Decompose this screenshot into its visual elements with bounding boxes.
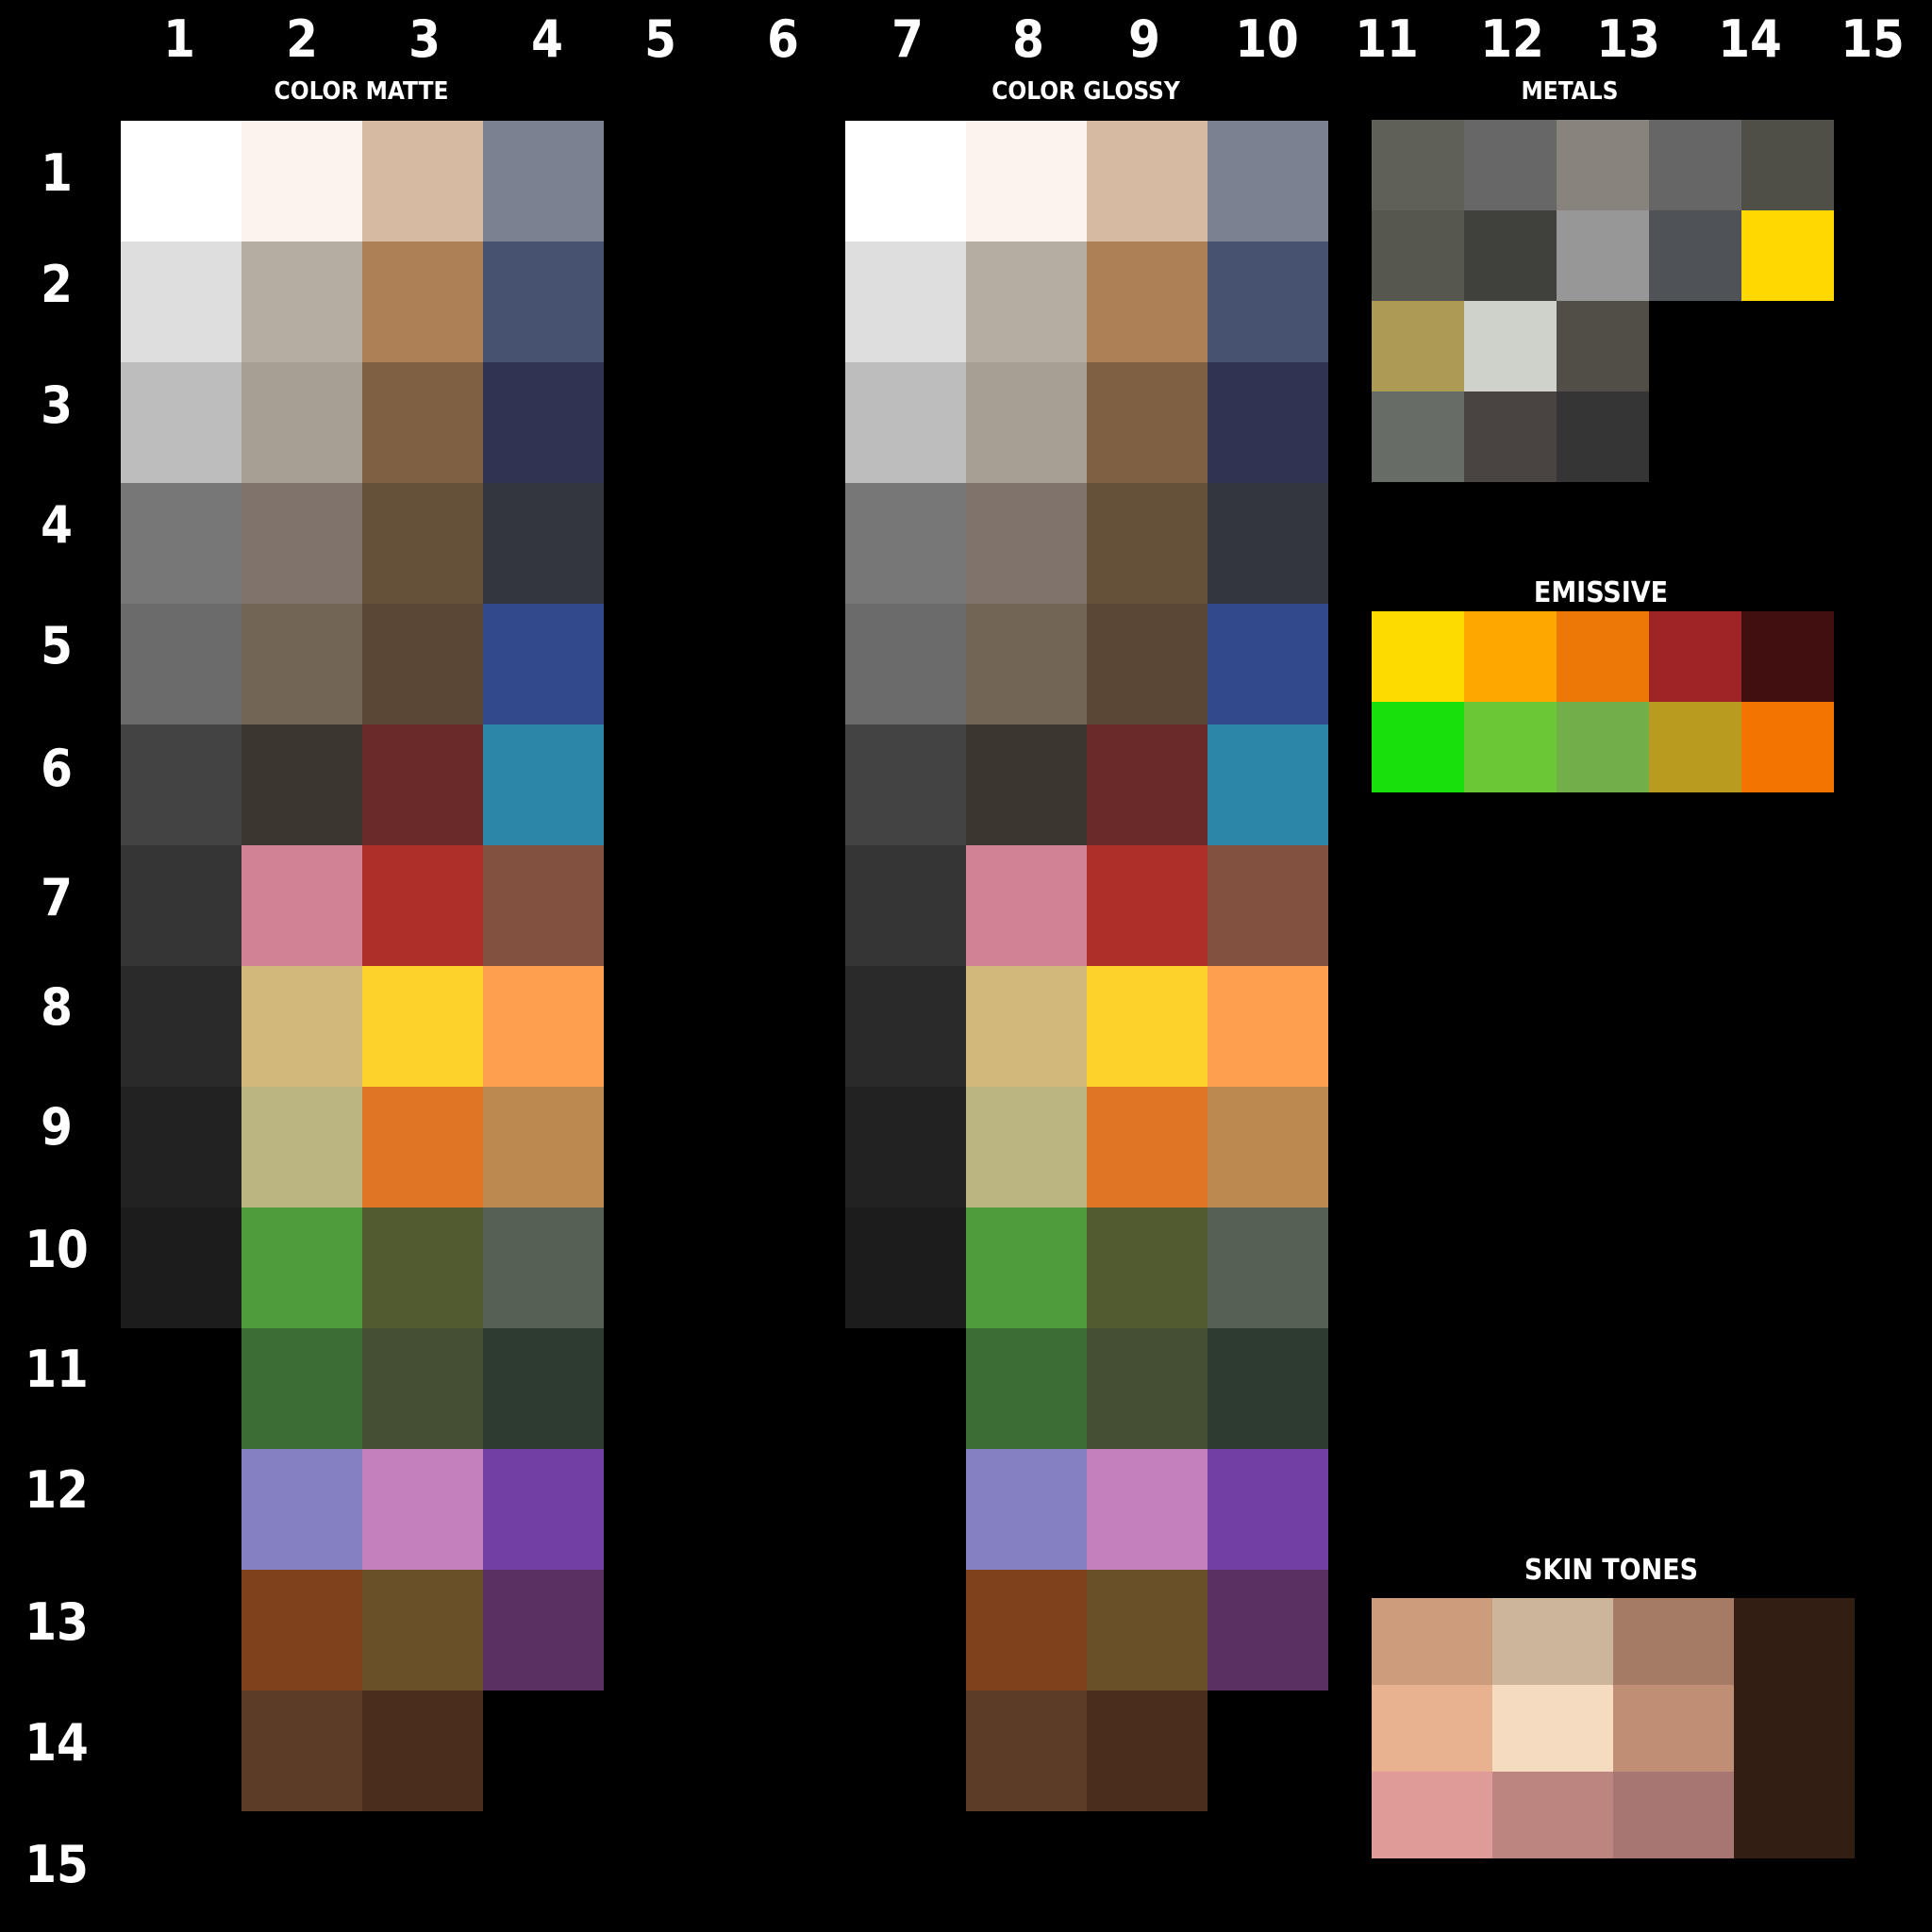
glossy-swatch	[1208, 1449, 1328, 1570]
column-number: 7	[891, 9, 924, 69]
matte-swatch	[121, 1208, 242, 1328]
skin-tone-swatch	[1372, 1772, 1492, 1858]
matte-swatch	[362, 1208, 483, 1328]
matte-swatch	[242, 724, 362, 845]
skin-tone-swatch	[1492, 1685, 1613, 1772]
matte-swatch	[483, 242, 604, 362]
matte-swatch	[242, 242, 362, 362]
emissive-swatch	[1741, 702, 1834, 792]
section-title-color-matte: COLOR MATTE	[274, 77, 449, 106]
matte-swatch	[121, 604, 242, 724]
section-title-emissive: EMISSIVE	[1533, 576, 1669, 609]
matte-swatch	[483, 1087, 604, 1208]
matte-swatch	[121, 362, 242, 483]
glossy-swatch	[1208, 1208, 1328, 1328]
glossy-swatch	[1208, 121, 1328, 242]
matte-swatch	[121, 1087, 242, 1208]
glossy-swatch	[966, 1328, 1087, 1449]
row-number: 15	[25, 1835, 89, 1894]
row-number: 12	[25, 1460, 89, 1520]
matte-swatch	[121, 121, 242, 242]
matte-swatch	[362, 1087, 483, 1208]
column-number: 5	[644, 9, 676, 69]
glossy-swatch	[845, 724, 966, 845]
glossy-swatch	[1087, 724, 1208, 845]
glossy-swatch	[1208, 1570, 1328, 1690]
glossy-swatch	[1208, 845, 1328, 966]
glossy-swatch	[1208, 604, 1328, 724]
glossy-swatch	[966, 1208, 1087, 1328]
row-number: 8	[41, 977, 73, 1037]
metal-swatch	[1741, 210, 1834, 301]
row-number: 14	[25, 1713, 89, 1773]
column-number: 2	[286, 9, 318, 69]
skin-tone-swatch	[1492, 1598, 1613, 1685]
matte-swatch	[483, 604, 604, 724]
glossy-swatch	[966, 1570, 1087, 1690]
glossy-swatch	[845, 483, 966, 604]
matte-swatch	[242, 845, 362, 966]
metal-swatch	[1464, 120, 1557, 210]
glossy-swatch	[845, 242, 966, 362]
emissive-swatch	[1464, 611, 1557, 702]
matte-swatch	[362, 242, 483, 362]
glossy-swatch	[1087, 362, 1208, 483]
skin-tone-swatch	[1734, 1772, 1855, 1858]
column-number: 8	[1012, 9, 1044, 69]
glossy-swatch	[845, 1087, 966, 1208]
glossy-swatch	[966, 242, 1087, 362]
glossy-swatch	[966, 1449, 1087, 1570]
metal-swatch	[1649, 210, 1741, 301]
metal-swatch	[1372, 120, 1464, 210]
matte-swatch	[483, 1570, 604, 1690]
matte-swatch	[362, 1690, 483, 1811]
glossy-swatch	[966, 1690, 1087, 1811]
metal-swatch	[1372, 391, 1464, 482]
row-number: 5	[41, 616, 73, 675]
glossy-swatch	[1087, 1328, 1208, 1449]
skin-tone-swatch	[1734, 1685, 1855, 1772]
matte-swatch	[362, 121, 483, 242]
glossy-swatch	[1087, 1087, 1208, 1208]
matte-swatch	[242, 1570, 362, 1690]
matte-swatch	[362, 362, 483, 483]
matte-swatch	[242, 1449, 362, 1570]
matte-swatch	[483, 1449, 604, 1570]
matte-swatch	[242, 1087, 362, 1208]
glossy-swatch	[845, 966, 966, 1087]
glossy-swatch	[1087, 1208, 1208, 1328]
matte-swatch	[242, 604, 362, 724]
matte-swatch	[121, 724, 242, 845]
column-number: 3	[408, 9, 441, 69]
glossy-swatch	[845, 362, 966, 483]
column-number: 9	[1128, 9, 1160, 69]
matte-swatch	[483, 362, 604, 483]
glossy-swatch	[1087, 1690, 1208, 1811]
row-number: 2	[41, 255, 73, 314]
skin-tone-swatch	[1372, 1598, 1492, 1685]
glossy-swatch	[845, 845, 966, 966]
glossy-swatch	[966, 362, 1087, 483]
emissive-swatch	[1557, 611, 1649, 702]
metal-swatch	[1372, 301, 1464, 391]
emissive-swatch	[1741, 611, 1834, 702]
metal-swatch	[1741, 120, 1834, 210]
glossy-swatch	[1087, 1449, 1208, 1570]
glossy-swatch	[966, 1087, 1087, 1208]
emissive-swatch	[1649, 611, 1741, 702]
matte-swatch	[483, 121, 604, 242]
glossy-swatch	[1087, 1570, 1208, 1690]
glossy-swatch	[966, 483, 1087, 604]
matte-swatch	[242, 483, 362, 604]
section-title-metals: METALS	[1521, 77, 1619, 106]
glossy-swatch	[1208, 966, 1328, 1087]
glossy-swatch	[1208, 483, 1328, 604]
matte-swatch	[242, 966, 362, 1087]
glossy-swatch	[845, 604, 966, 724]
glossy-swatch	[1208, 362, 1328, 483]
glossy-swatch	[966, 724, 1087, 845]
matte-swatch	[483, 1328, 604, 1449]
matte-swatch	[483, 966, 604, 1087]
column-number: 15	[1840, 9, 1905, 69]
emissive-swatch	[1557, 702, 1649, 792]
emissive-swatch	[1372, 611, 1464, 702]
column-number: 4	[531, 9, 563, 69]
glossy-swatch	[966, 121, 1087, 242]
matte-swatch	[362, 1570, 483, 1690]
metal-swatch	[1649, 120, 1741, 210]
row-number: 1	[41, 143, 73, 203]
column-number: 14	[1718, 9, 1782, 69]
glossy-swatch	[1087, 242, 1208, 362]
row-number: 3	[41, 375, 73, 435]
matte-swatch	[121, 845, 242, 966]
matte-swatch	[121, 242, 242, 362]
metal-swatch	[1557, 301, 1649, 391]
matte-swatch	[362, 966, 483, 1087]
emissive-swatch	[1372, 702, 1464, 792]
matte-swatch	[483, 1208, 604, 1328]
glossy-swatch	[966, 845, 1087, 966]
skin-tone-swatch	[1492, 1772, 1613, 1858]
skin-tone-swatch	[1372, 1685, 1492, 1772]
column-number: 11	[1355, 9, 1419, 69]
skin-tone-swatch	[1613, 1772, 1734, 1858]
metal-swatch	[1557, 120, 1649, 210]
metal-swatch	[1557, 391, 1649, 482]
section-title-color-glossy: COLOR GLOSSY	[991, 77, 1180, 106]
metal-swatch	[1557, 210, 1649, 301]
skin-tone-swatch	[1613, 1685, 1734, 1772]
column-number: 13	[1596, 9, 1660, 69]
glossy-swatch	[1087, 483, 1208, 604]
matte-swatch	[483, 483, 604, 604]
glossy-swatch	[845, 121, 966, 242]
matte-swatch	[483, 845, 604, 966]
glossy-swatch	[1087, 121, 1208, 242]
matte-swatch	[242, 1690, 362, 1811]
matte-swatch	[362, 483, 483, 604]
row-number: 13	[25, 1592, 89, 1652]
glossy-swatch	[1087, 845, 1208, 966]
matte-swatch	[242, 1208, 362, 1328]
matte-swatch	[362, 1328, 483, 1449]
matte-swatch	[121, 483, 242, 604]
row-number: 6	[41, 739, 73, 798]
glossy-swatch	[1208, 1328, 1328, 1449]
matte-swatch	[121, 966, 242, 1087]
matte-swatch	[483, 724, 604, 845]
column-number: 1	[163, 9, 195, 69]
glossy-swatch	[845, 1208, 966, 1328]
row-number: 4	[41, 495, 73, 555]
section-title-skin-tones: SKIN TONES	[1524, 1554, 1699, 1587]
glossy-swatch	[1208, 242, 1328, 362]
column-number: 10	[1235, 9, 1299, 69]
row-number: 9	[41, 1097, 73, 1157]
row-number: 10	[25, 1220, 89, 1279]
metal-swatch	[1464, 391, 1557, 482]
skin-tone-swatch	[1734, 1598, 1855, 1685]
glossy-swatch	[1208, 1087, 1328, 1208]
glossy-swatch	[1087, 966, 1208, 1087]
glossy-swatch	[966, 604, 1087, 724]
emissive-swatch	[1649, 702, 1741, 792]
matte-swatch	[362, 724, 483, 845]
glossy-swatch	[966, 966, 1087, 1087]
matte-swatch	[362, 845, 483, 966]
matte-swatch	[242, 121, 362, 242]
emissive-swatch	[1464, 702, 1557, 792]
glossy-swatch	[1087, 604, 1208, 724]
metal-swatch	[1464, 301, 1557, 391]
column-number: 6	[767, 9, 799, 69]
column-number: 12	[1480, 9, 1544, 69]
metal-swatch	[1372, 210, 1464, 301]
matte-swatch	[362, 604, 483, 724]
row-number: 7	[41, 868, 73, 927]
metal-swatch	[1464, 210, 1557, 301]
glossy-swatch	[1208, 724, 1328, 845]
matte-swatch	[242, 1328, 362, 1449]
matte-swatch	[242, 362, 362, 483]
matte-swatch	[362, 1449, 483, 1570]
row-number: 11	[25, 1340, 89, 1399]
skin-tone-swatch	[1613, 1598, 1734, 1685]
